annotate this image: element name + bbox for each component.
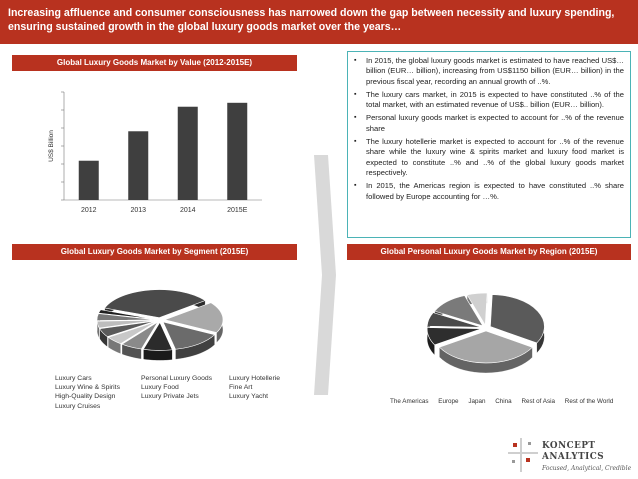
legend-item: Fine Art	[229, 384, 253, 392]
value-bar-chart	[44, 88, 270, 218]
bullet-mark: ▪	[354, 57, 357, 64]
finding-text: In 2015, the global luxury goods market is estimated to have reached US$… billion (EUR… billion), increasing from US$1150 billion (EUR… billion) in the previous fiscal year, recording an annual growth of ..%.	[366, 56, 624, 86]
finding-text: In 2015, the Americas region is expected to have constituted ..% share followed by Europe accounting for …%.	[366, 181, 624, 201]
finding-bullet	[354, 90, 624, 111]
x-tick-label: 2014	[179, 207, 196, 214]
segment-legend	[55, 374, 315, 411]
header-line-2: ensuring sustained growth in the global luxury goods market over the years…	[8, 21, 402, 33]
legend-row	[55, 374, 315, 383]
legend-item: Japan	[468, 398, 486, 405]
logo-name-line-2: ANALYTICS	[542, 452, 605, 462]
legend-item: Luxury Yacht	[229, 393, 269, 401]
finding-text: Personal luxury goods market is expected to account for ..% of the revenue share	[366, 113, 624, 133]
bullet-mark: ▪	[354, 90, 357, 98]
legend-item: Luxury Wine & Spirits	[55, 384, 120, 392]
legend-item: Rest of Asia	[521, 398, 556, 405]
legend-item: Luxury Hotellerie	[229, 375, 280, 382]
legend-item: Luxury Food	[141, 384, 179, 392]
bar-2013	[128, 131, 148, 200]
legend-row	[55, 402, 315, 411]
bar-2012	[79, 161, 99, 200]
legend-item: Luxury Cars	[55, 375, 92, 382]
finding-bullet	[354, 137, 624, 178]
y-axis-label: US$ Billion	[48, 130, 55, 162]
legend-item: High-Quality Design	[55, 393, 116, 401]
region-chart-title: Global Personal Luxury Goods Market by Region (2015E)	[347, 244, 631, 260]
legend-item: Luxury Cruises	[55, 402, 101, 410]
x-tick-label: 2015E	[227, 207, 248, 214]
value-chart-title: Global Luxury Goods Market by Value (2012-2015E)	[12, 55, 297, 71]
legend-item: The Americas	[390, 398, 429, 405]
x-tick-label: 2012	[80, 207, 97, 214]
slice-side-luxury-wine-spirits	[143, 349, 172, 360]
bullet-mark: ▪	[354, 114, 357, 122]
region-pie-chart	[422, 284, 552, 384]
segment-pie-chart	[90, 282, 230, 372]
legend-item: Personal Luxury Goods	[141, 375, 213, 382]
finding-bullet	[354, 181, 624, 202]
legend-row	[55, 383, 315, 392]
page-header	[0, 0, 638, 44]
finding-text: The luxury cars market, in 2015 is expected to have constituted ..% of the total market, with an estimated revenue of US$.. billion (EUR… billion).	[366, 89, 624, 110]
logo-mark-icon	[508, 438, 538, 472]
chevron-divider-icon	[310, 155, 340, 479]
finding-bullet	[354, 56, 624, 87]
bar-2014	[178, 107, 198, 200]
key-findings-box	[347, 51, 631, 238]
finding-text: The luxury hotellerie market is expected to account for ..% of the revenue share while the luxury wine & spirits market and luxury food market is expected to constitute ..% and ..% of the global luxury goods market respectively.	[366, 137, 624, 177]
finding-bullet	[354, 113, 624, 134]
legend-item: Rest of the World	[564, 398, 614, 405]
bullet-mark: ▪	[354, 182, 357, 190]
logo-name-line-1: KONCEPT	[542, 441, 596, 451]
legend-item: China	[495, 398, 512, 405]
bar-2015E	[227, 103, 247, 200]
x-tick-label: 2013	[130, 207, 147, 214]
header-line-1: Increasing affluence and consumer consciousness has narrowed down the gap between necessity and luxury spending,	[8, 7, 615, 19]
company-logo	[508, 436, 632, 474]
logo-tagline: Focused, Analytical, Credible	[542, 465, 632, 472]
region-legend	[390, 398, 621, 405]
bullet-mark: ▪	[354, 138, 357, 146]
legend-item: Luxury Private Jets	[141, 393, 199, 401]
legend-item: Europe	[438, 398, 459, 405]
legend-row	[55, 392, 315, 401]
segment-chart-title: Global Luxury Goods Market by Segment (2015E)	[12, 244, 297, 260]
